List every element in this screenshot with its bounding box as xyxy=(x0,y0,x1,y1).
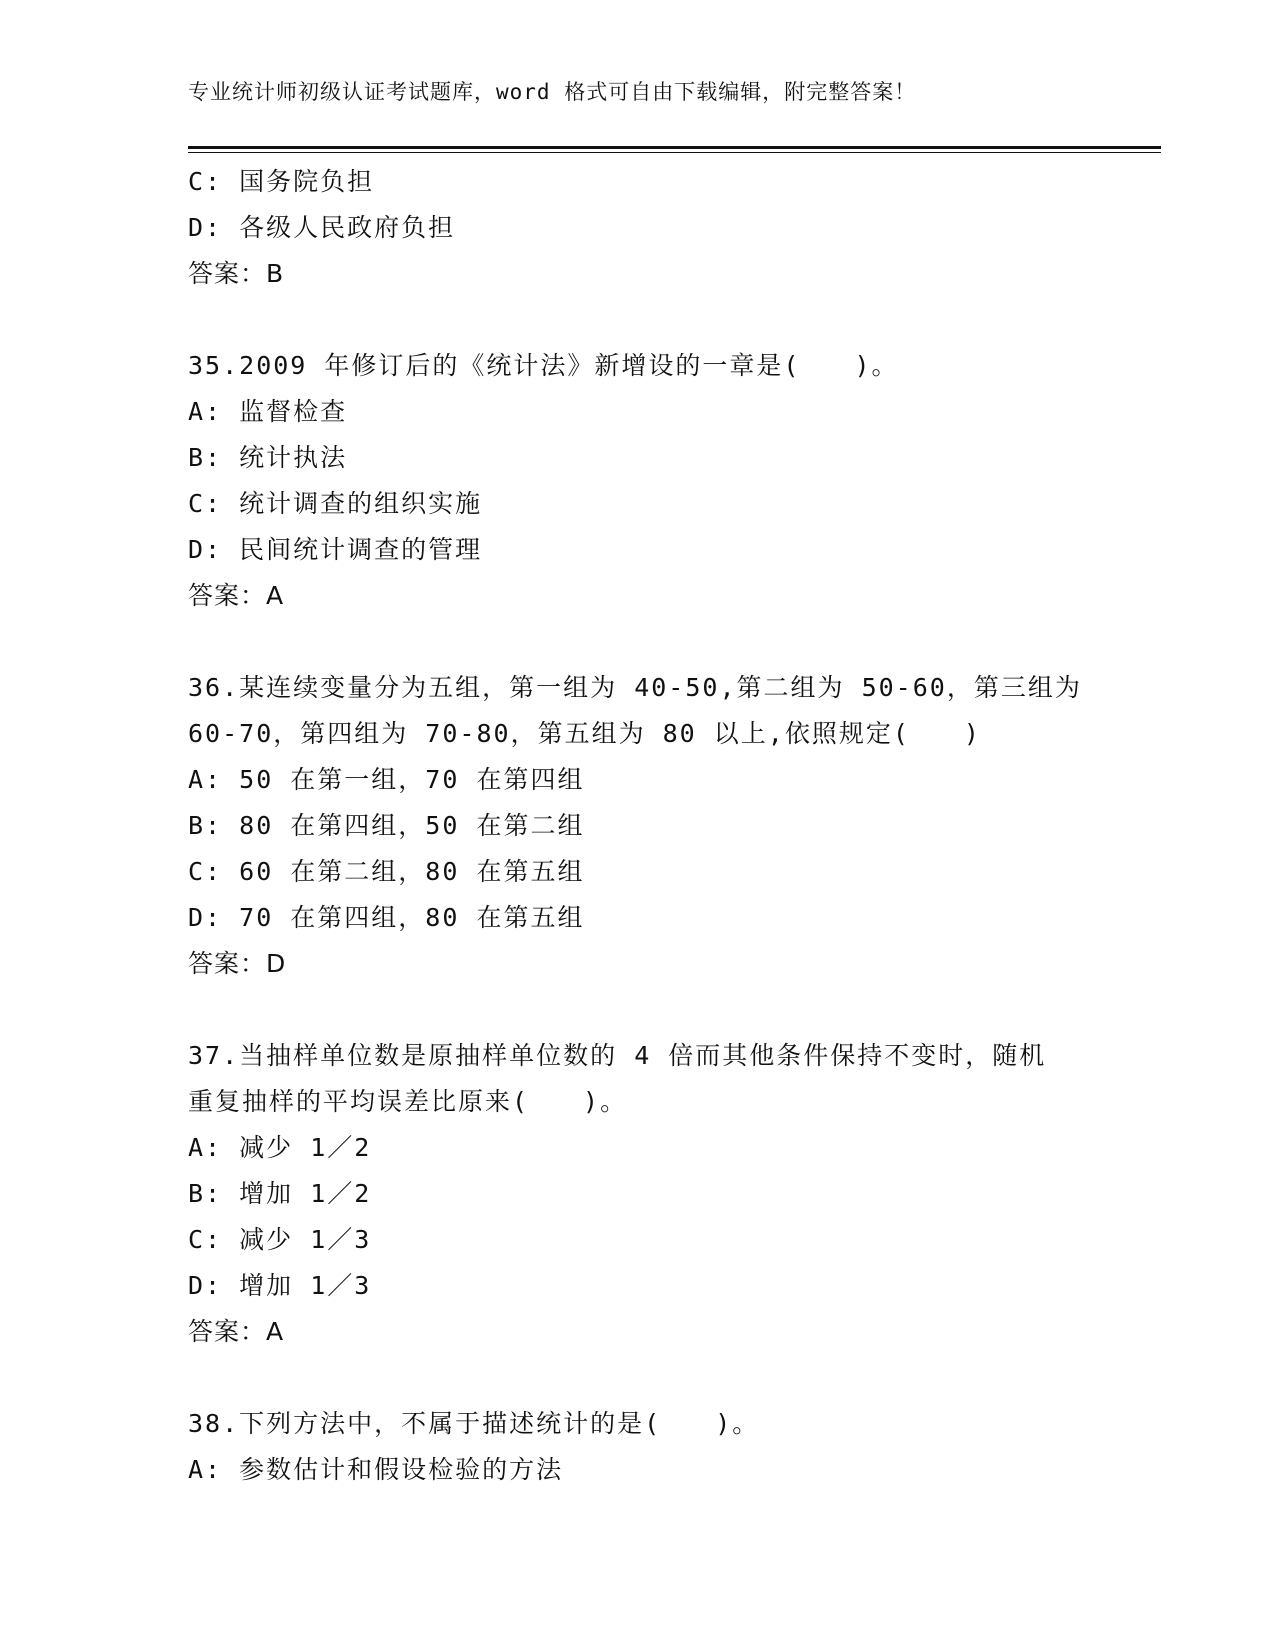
option-c: C: 统计调查的组织实施 xyxy=(188,489,483,518)
page-header: 专业统计师初级认证考试题库，word 格式可自由下载编辑，附完整答案！ xyxy=(188,80,917,104)
option-d: D: 70 在第四组，80 在第五组 xyxy=(188,903,585,932)
option-b: B: 增加 1／2 xyxy=(188,1179,372,1208)
document-body xyxy=(188,159,1088,1493)
option-b: B: 80 在第四组，50 在第二组 xyxy=(188,811,585,840)
option-a: A: 减少 1／2 xyxy=(188,1133,372,1162)
question-stem: 37.当抽样单位数是原抽样单位数的 4 倍而其他条件保持不变时，随机 xyxy=(188,1041,1047,1070)
option-d: D: 增加 1／3 xyxy=(188,1271,372,1300)
spacer xyxy=(188,619,1088,665)
option-b: B: 统计执法 xyxy=(188,443,348,472)
answer-line: 答案：A xyxy=(188,1317,285,1346)
header-rule-thin xyxy=(188,152,1161,153)
option-a: A: 50 在第一组，70 在第四组 xyxy=(188,765,585,794)
spacer xyxy=(188,297,1088,343)
question-stem-continued: 重复抽样的平均误差比原来( )。 xyxy=(188,1087,628,1116)
header-rule-thick xyxy=(188,146,1161,149)
option-d: D: 各级人民政府负担 xyxy=(188,213,456,242)
question-stem: 35.2009 年修订后的《统计法》新增设的一章是( )。 xyxy=(188,351,899,380)
answer-line: 答案：A xyxy=(188,581,285,610)
option-a: A: 参数估计和假设检验的方法 xyxy=(188,1455,564,1484)
option-a: A: 监督检查 xyxy=(188,397,348,426)
option-c: C: 国务院负担 xyxy=(188,167,375,196)
option-d: D: 民间统计调查的管理 xyxy=(188,535,483,564)
question-stem-continued: 60-70，第四组为 70-80，第五组为 80 以上,依照规定( ) xyxy=(188,719,981,748)
answer-line: 答案：D xyxy=(188,949,287,978)
spacer xyxy=(188,1355,1088,1401)
question-stem: 38.下列方法中，不属于描述统计的是( )。 xyxy=(188,1409,760,1438)
spacer xyxy=(188,987,1088,1033)
option-c: C: 减少 1／3 xyxy=(188,1225,372,1254)
question-stem: 36.某连续变量分为五组，第一组为 40-50,第二组为 50-60，第三组为 xyxy=(188,673,1082,702)
option-c: C: 60 在第二组，80 在第五组 xyxy=(188,857,585,886)
answer-line: 答案：B xyxy=(188,259,285,288)
